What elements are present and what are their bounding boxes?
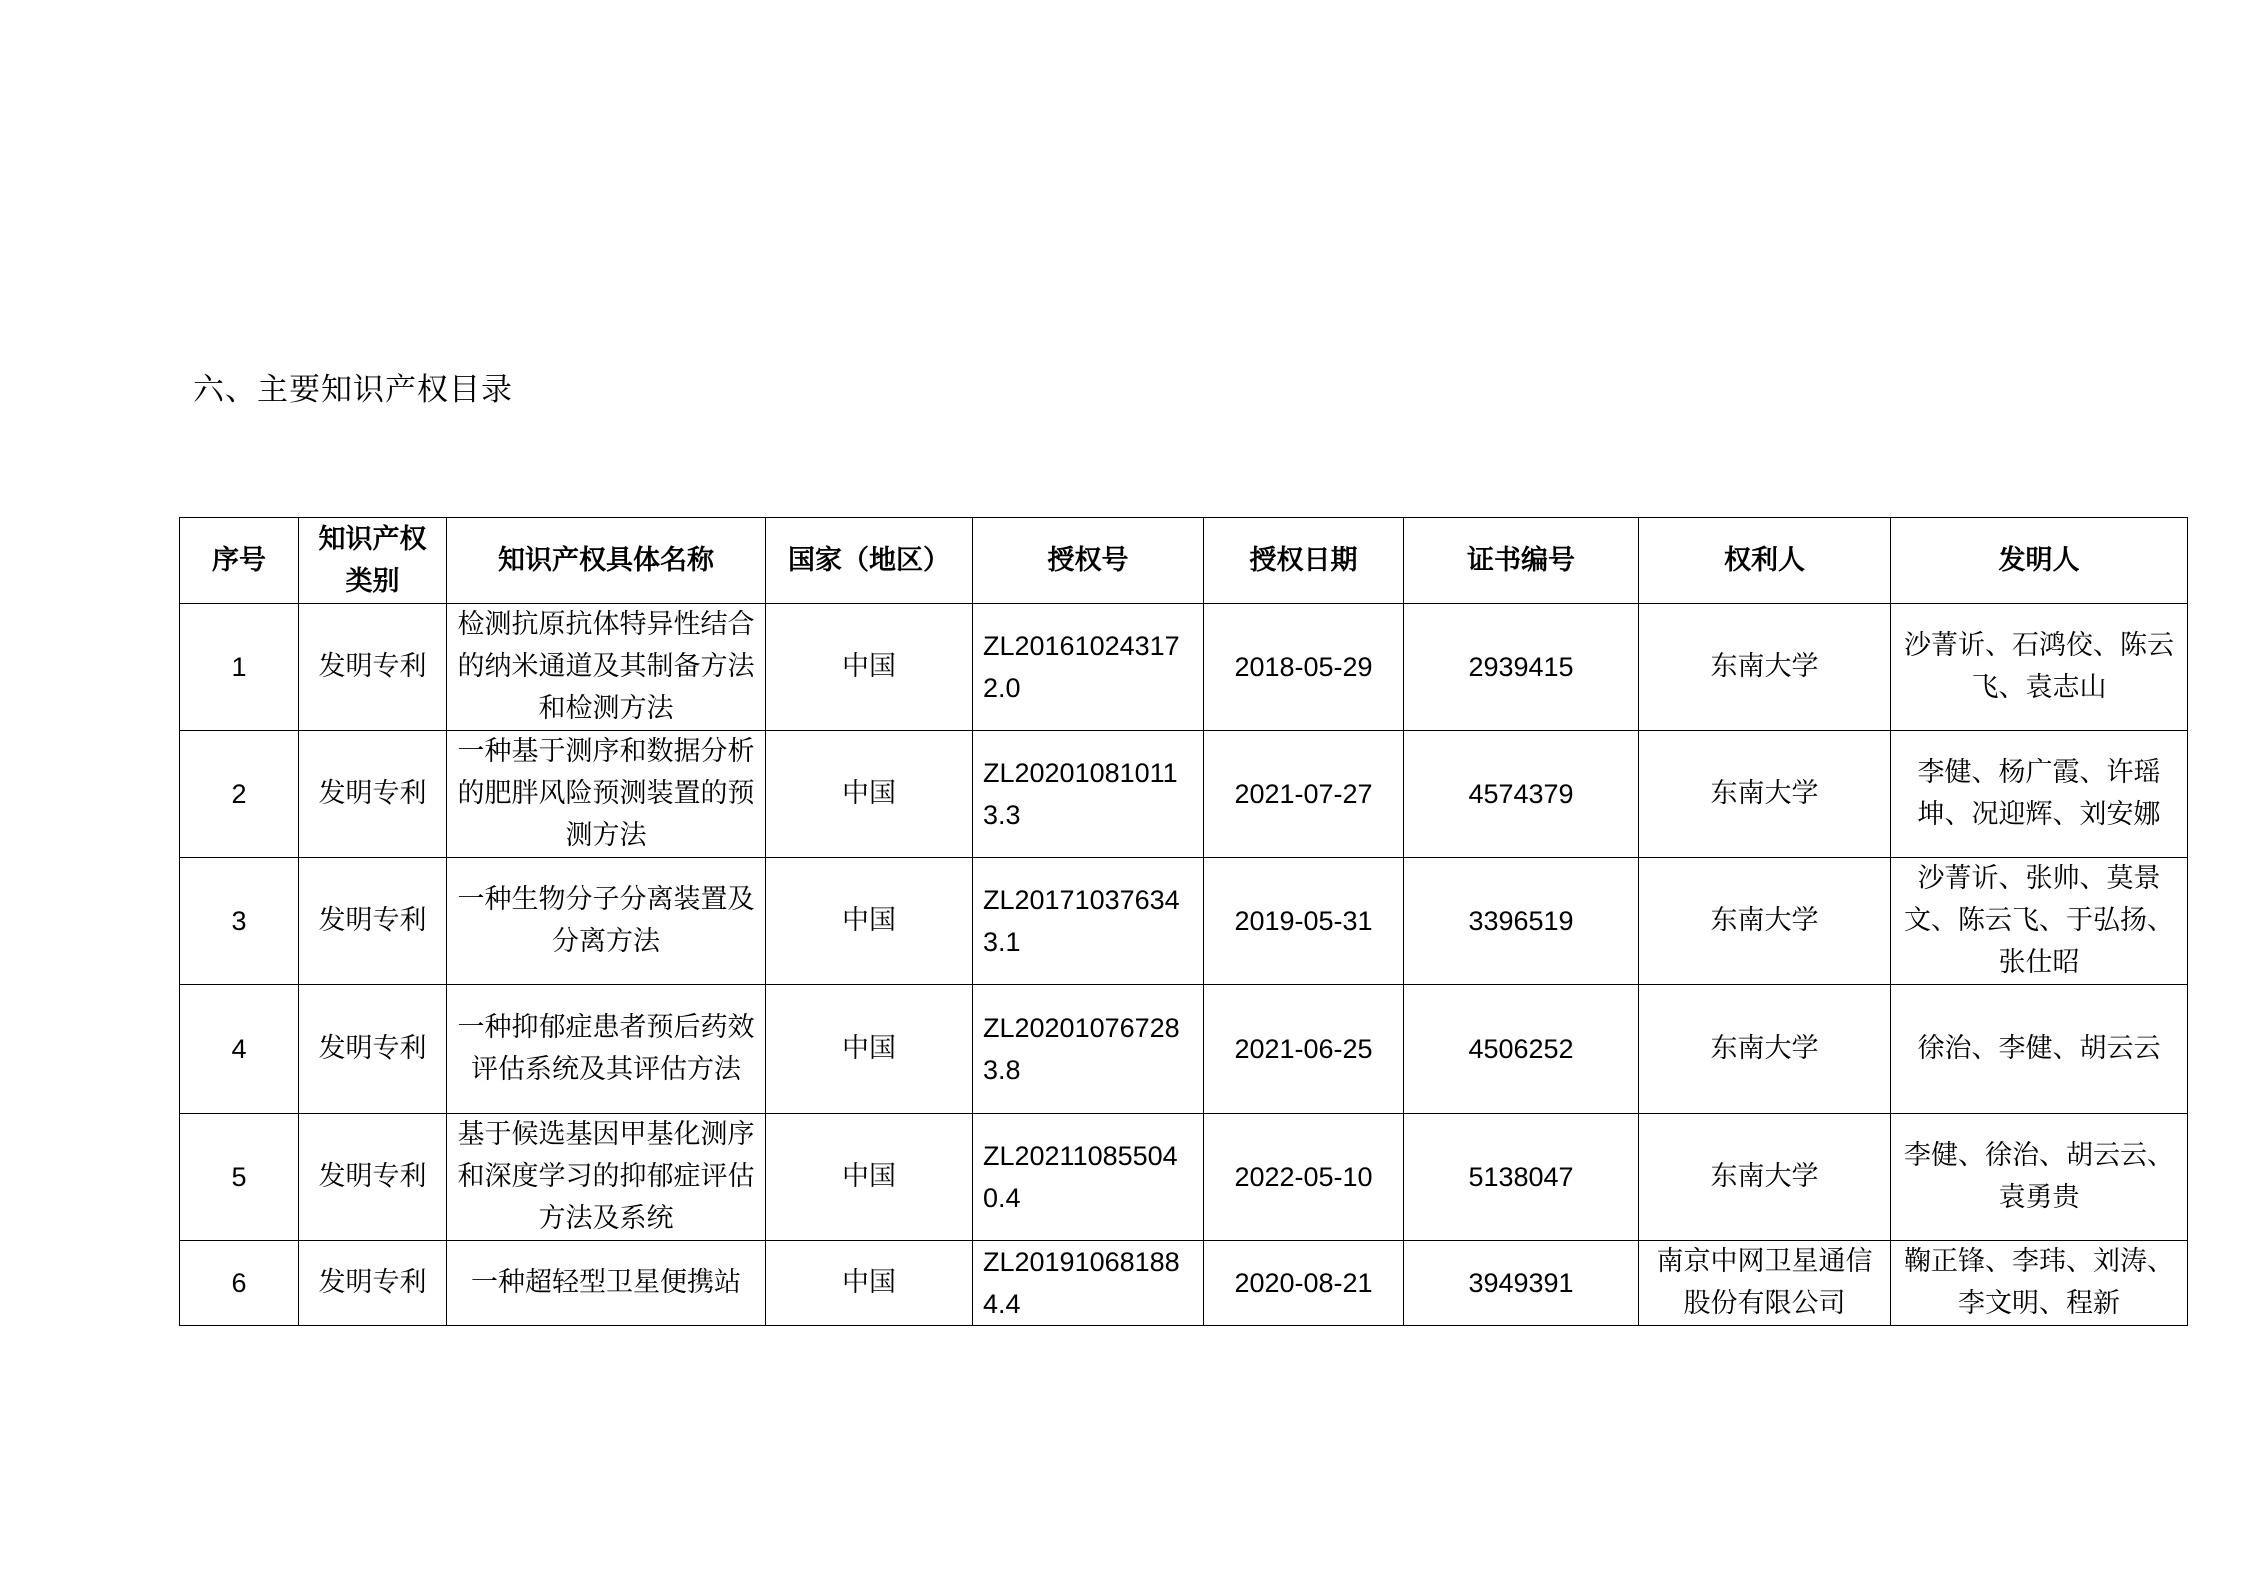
table-row: [180, 1241, 2188, 1326]
cell-inventors: 沙菁䜣、张帅、莫景文、陈云飞、于弘扬、张仕昭: [1891, 858, 2188, 985]
table-row: [180, 1114, 2188, 1241]
header-grant-no: 授权号: [973, 518, 1204, 604]
cell-ip-type: 发明专利: [299, 1114, 447, 1241]
cell-owner: 东南大学: [1639, 1114, 1891, 1241]
cell-inventors: 李健、徐治、胡云云、袁勇贵: [1891, 1114, 2188, 1241]
header-seq: 序号: [180, 518, 299, 604]
cell-grant-date: 2020-08-21: [1204, 1241, 1404, 1326]
header-ip-type: 知识产权类别: [299, 518, 447, 604]
table-row: [180, 731, 2188, 858]
cell-ip-type: 发明专利: [299, 604, 447, 731]
cell-country: 中国: [766, 985, 973, 1114]
cell-inventors: 徐治、李健、胡云云: [1891, 985, 2188, 1114]
cell-grant-date: 2018-05-29: [1204, 604, 1404, 731]
header-inventors: 发明人: [1891, 518, 2188, 604]
cell-grant-no: ZL201710376343.1: [973, 858, 1204, 985]
cell-cert-no: 4574379: [1404, 731, 1639, 858]
table-header-row: [180, 518, 2188, 604]
ip-catalog-table: [179, 517, 2188, 1326]
cell-ip-name: 一种超轻型卫星便携站: [447, 1241, 766, 1326]
cell-ip-name: 一种生物分子分离装置及分离方法: [447, 858, 766, 985]
cell-owner: 东南大学: [1639, 731, 1891, 858]
cell-grant-date: 2021-07-27: [1204, 731, 1404, 858]
cell-owner: 南京中网卫星通信股份有限公司: [1639, 1241, 1891, 1326]
cell-cert-no: 5138047: [1404, 1114, 1639, 1241]
cell-inventors: 沙菁䜣、石鸿佼、陈云飞、袁志山: [1891, 604, 2188, 731]
cell-seq: 6: [180, 1241, 299, 1326]
cell-ip-type: 发明专利: [299, 858, 447, 985]
cell-grant-no: ZL202110855040.4: [973, 1114, 1204, 1241]
cell-ip-type: 发明专利: [299, 731, 447, 858]
cell-country: 中国: [766, 1241, 973, 1326]
cell-ip-name: 一种基于测序和数据分析的肥胖风险预测装置的预测方法: [447, 731, 766, 858]
section-title: 六、主要知识产权目录: [193, 372, 513, 408]
cell-ip-name: 一种抑郁症患者预后药效评估系统及其评估方法: [447, 985, 766, 1114]
cell-seq: 1: [180, 604, 299, 731]
table-row: [180, 604, 2188, 731]
cell-seq: 5: [180, 1114, 299, 1241]
cell-seq: 2: [180, 731, 299, 858]
cell-seq: 4: [180, 985, 299, 1114]
cell-grant-date: 2019-05-31: [1204, 858, 1404, 985]
cell-seq: 3: [180, 858, 299, 985]
cell-cert-no: 3396519: [1404, 858, 1639, 985]
cell-cert-no: 4506252: [1404, 985, 1639, 1114]
table-row: [180, 985, 2188, 1114]
cell-country: 中国: [766, 1114, 973, 1241]
header-country: 国家（地区）: [766, 518, 973, 604]
cell-grant-date: 2021-06-25: [1204, 985, 1404, 1114]
header-cert-no: 证书编号: [1404, 518, 1639, 604]
cell-cert-no: 2939415: [1404, 604, 1639, 731]
cell-grant-no: ZL202010810113.3: [973, 731, 1204, 858]
header-grant-date: 授权日期: [1204, 518, 1404, 604]
header-ip-name: 知识产权具体名称: [447, 518, 766, 604]
cell-grant-date: 2022-05-10: [1204, 1114, 1404, 1241]
header-owner: 权利人: [1639, 518, 1891, 604]
table-row: [180, 858, 2188, 985]
cell-country: 中国: [766, 604, 973, 731]
cell-ip-type: 发明专利: [299, 985, 447, 1114]
cell-country: 中国: [766, 731, 973, 858]
cell-grant-no: ZL201910681884.4: [973, 1241, 1204, 1326]
cell-inventors: 鞠正锋、李玮、刘涛、李文明、程新: [1891, 1241, 2188, 1326]
cell-ip-type: 发明专利: [299, 1241, 447, 1326]
cell-country: 中国: [766, 858, 973, 985]
cell-owner: 东南大学: [1639, 985, 1891, 1114]
cell-owner: 东南大学: [1639, 858, 1891, 985]
cell-owner: 东南大学: [1639, 604, 1891, 731]
cell-grant-no: ZL202010767283.8: [973, 985, 1204, 1114]
cell-cert-no: 3949391: [1404, 1241, 1639, 1326]
cell-inventors: 李健、杨广霞、许瑶坤、况迎辉、刘安娜: [1891, 731, 2188, 858]
cell-ip-name: 基于候选基因甲基化测序和深度学习的抑郁症评估方法及系统: [447, 1114, 766, 1241]
cell-grant-no: ZL201610243172.0: [973, 604, 1204, 731]
cell-ip-name: 检测抗原抗体特异性结合的纳米通道及其制备方法和检测方法: [447, 604, 766, 731]
